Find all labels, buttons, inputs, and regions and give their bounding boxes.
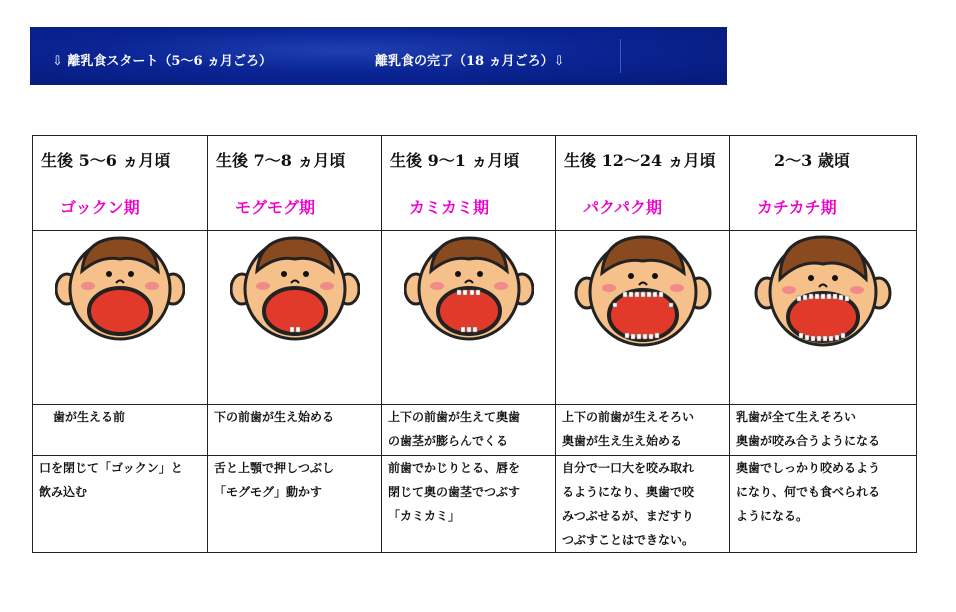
stage-phase: カチカチ期 bbox=[757, 198, 837, 217]
teeth-status-line: 歯が生える前 bbox=[53, 410, 126, 424]
face-front-and-molar-teeth-icon bbox=[573, 231, 713, 349]
stage-header-cell bbox=[556, 136, 730, 231]
face-lower-front-teeth-icon bbox=[230, 231, 360, 343]
eating-description-cell bbox=[208, 456, 382, 553]
teeth-status-line: 上下の前歯が生えて奥歯 bbox=[388, 410, 521, 424]
description-line: るようになり、奥歯で咬 bbox=[562, 485, 695, 499]
stage-age: 生後 5〜6 ヵ月頃 bbox=[41, 151, 171, 170]
face-no-teeth-icon bbox=[55, 231, 185, 343]
stage-phase: パクパク期 bbox=[583, 198, 663, 217]
teeth-status-line: 上下の前歯が生えそろい bbox=[562, 410, 695, 424]
weaning-start-label: ⇩ 離乳食スタート（5〜6 ヵ月ごろ） bbox=[52, 54, 273, 69]
teeth-status-line: 奥歯が咬み合うようになる bbox=[736, 434, 881, 448]
stage-header-cell bbox=[208, 136, 382, 231]
banner-divider bbox=[620, 39, 621, 73]
feeding-timeline-banner bbox=[30, 27, 727, 85]
teeth-status-line: 奥歯が生え生え始める bbox=[562, 434, 683, 448]
description-line: ようになる。 bbox=[736, 509, 809, 523]
face-cell bbox=[730, 231, 917, 405]
teeth-status-line: 下の前歯が生え始める bbox=[214, 410, 335, 424]
stage-age: 生後 12〜24 ヵ月頃 bbox=[564, 151, 716, 170]
eating-description-cell bbox=[33, 456, 208, 553]
face-cell bbox=[382, 231, 556, 405]
description-line: 飲み込む bbox=[39, 485, 88, 499]
stage-phase: モグモグ期 bbox=[235, 198, 316, 217]
stage-age: 生後 7〜8 ヵ月頃 bbox=[216, 151, 346, 170]
face-cell bbox=[556, 231, 730, 405]
eating-description-cell bbox=[382, 456, 556, 553]
weaning-complete-label: 離乳食の完了（18 ヵ月ごろ）⇩ bbox=[375, 54, 565, 69]
description-line: みつぶせるが、まだすり bbox=[562, 509, 694, 523]
description-line: 「カミカミ」 bbox=[388, 509, 461, 523]
eating-description-row bbox=[33, 456, 917, 553]
description-line: になり、何でも食べられる bbox=[736, 485, 881, 499]
teeth-status-cell bbox=[33, 405, 208, 456]
stage-age: 生後 9〜1 ヵ月頃 bbox=[390, 151, 520, 170]
description-line: 口を閉じて「ゴックン」と bbox=[39, 461, 183, 475]
stage-age: 2〜3 歳頃 bbox=[774, 151, 850, 170]
face-cell bbox=[33, 231, 208, 405]
eating-description-cell bbox=[556, 456, 730, 553]
stage-phase: ゴックン期 bbox=[60, 198, 140, 217]
description-line: 奥歯でしっかり咬めるよう bbox=[736, 461, 881, 475]
teeth-status-cell bbox=[382, 405, 556, 456]
stage-header-row bbox=[33, 136, 917, 231]
eating-description-cell bbox=[730, 456, 917, 553]
description-line: つぶすことはできない。 bbox=[562, 533, 695, 547]
face-front-teeth-icon bbox=[404, 231, 534, 343]
description-line: 「モグモグ」動かす bbox=[214, 485, 323, 499]
development-stage-table bbox=[32, 135, 917, 553]
teeth-status-row bbox=[33, 405, 917, 456]
teeth-status-line: の歯茎が膨らんでくる bbox=[388, 434, 509, 448]
face-full-teeth-icon bbox=[753, 231, 893, 349]
stage-phase: カミカミ期 bbox=[409, 198, 490, 217]
description-line: 前歯でかじりとる、唇を bbox=[388, 461, 521, 475]
description-line: 閉じて奥の歯茎でつぶす bbox=[388, 485, 521, 499]
stage-header-cell bbox=[33, 136, 208, 231]
face-cell bbox=[208, 231, 382, 405]
description-line: 舌と上顎で押しつぶし bbox=[214, 461, 335, 475]
teeth-status-line: 乳歯が全て生えそろい bbox=[736, 410, 857, 424]
teeth-status-cell bbox=[208, 405, 382, 456]
teeth-status-cell bbox=[730, 405, 917, 456]
stage-face-row bbox=[33, 231, 917, 405]
stage-header-cell bbox=[730, 136, 917, 231]
teeth-status-cell bbox=[556, 405, 730, 456]
stage-header-cell bbox=[382, 136, 556, 231]
description-line: 自分で一口大を咬み取れ bbox=[562, 461, 695, 475]
